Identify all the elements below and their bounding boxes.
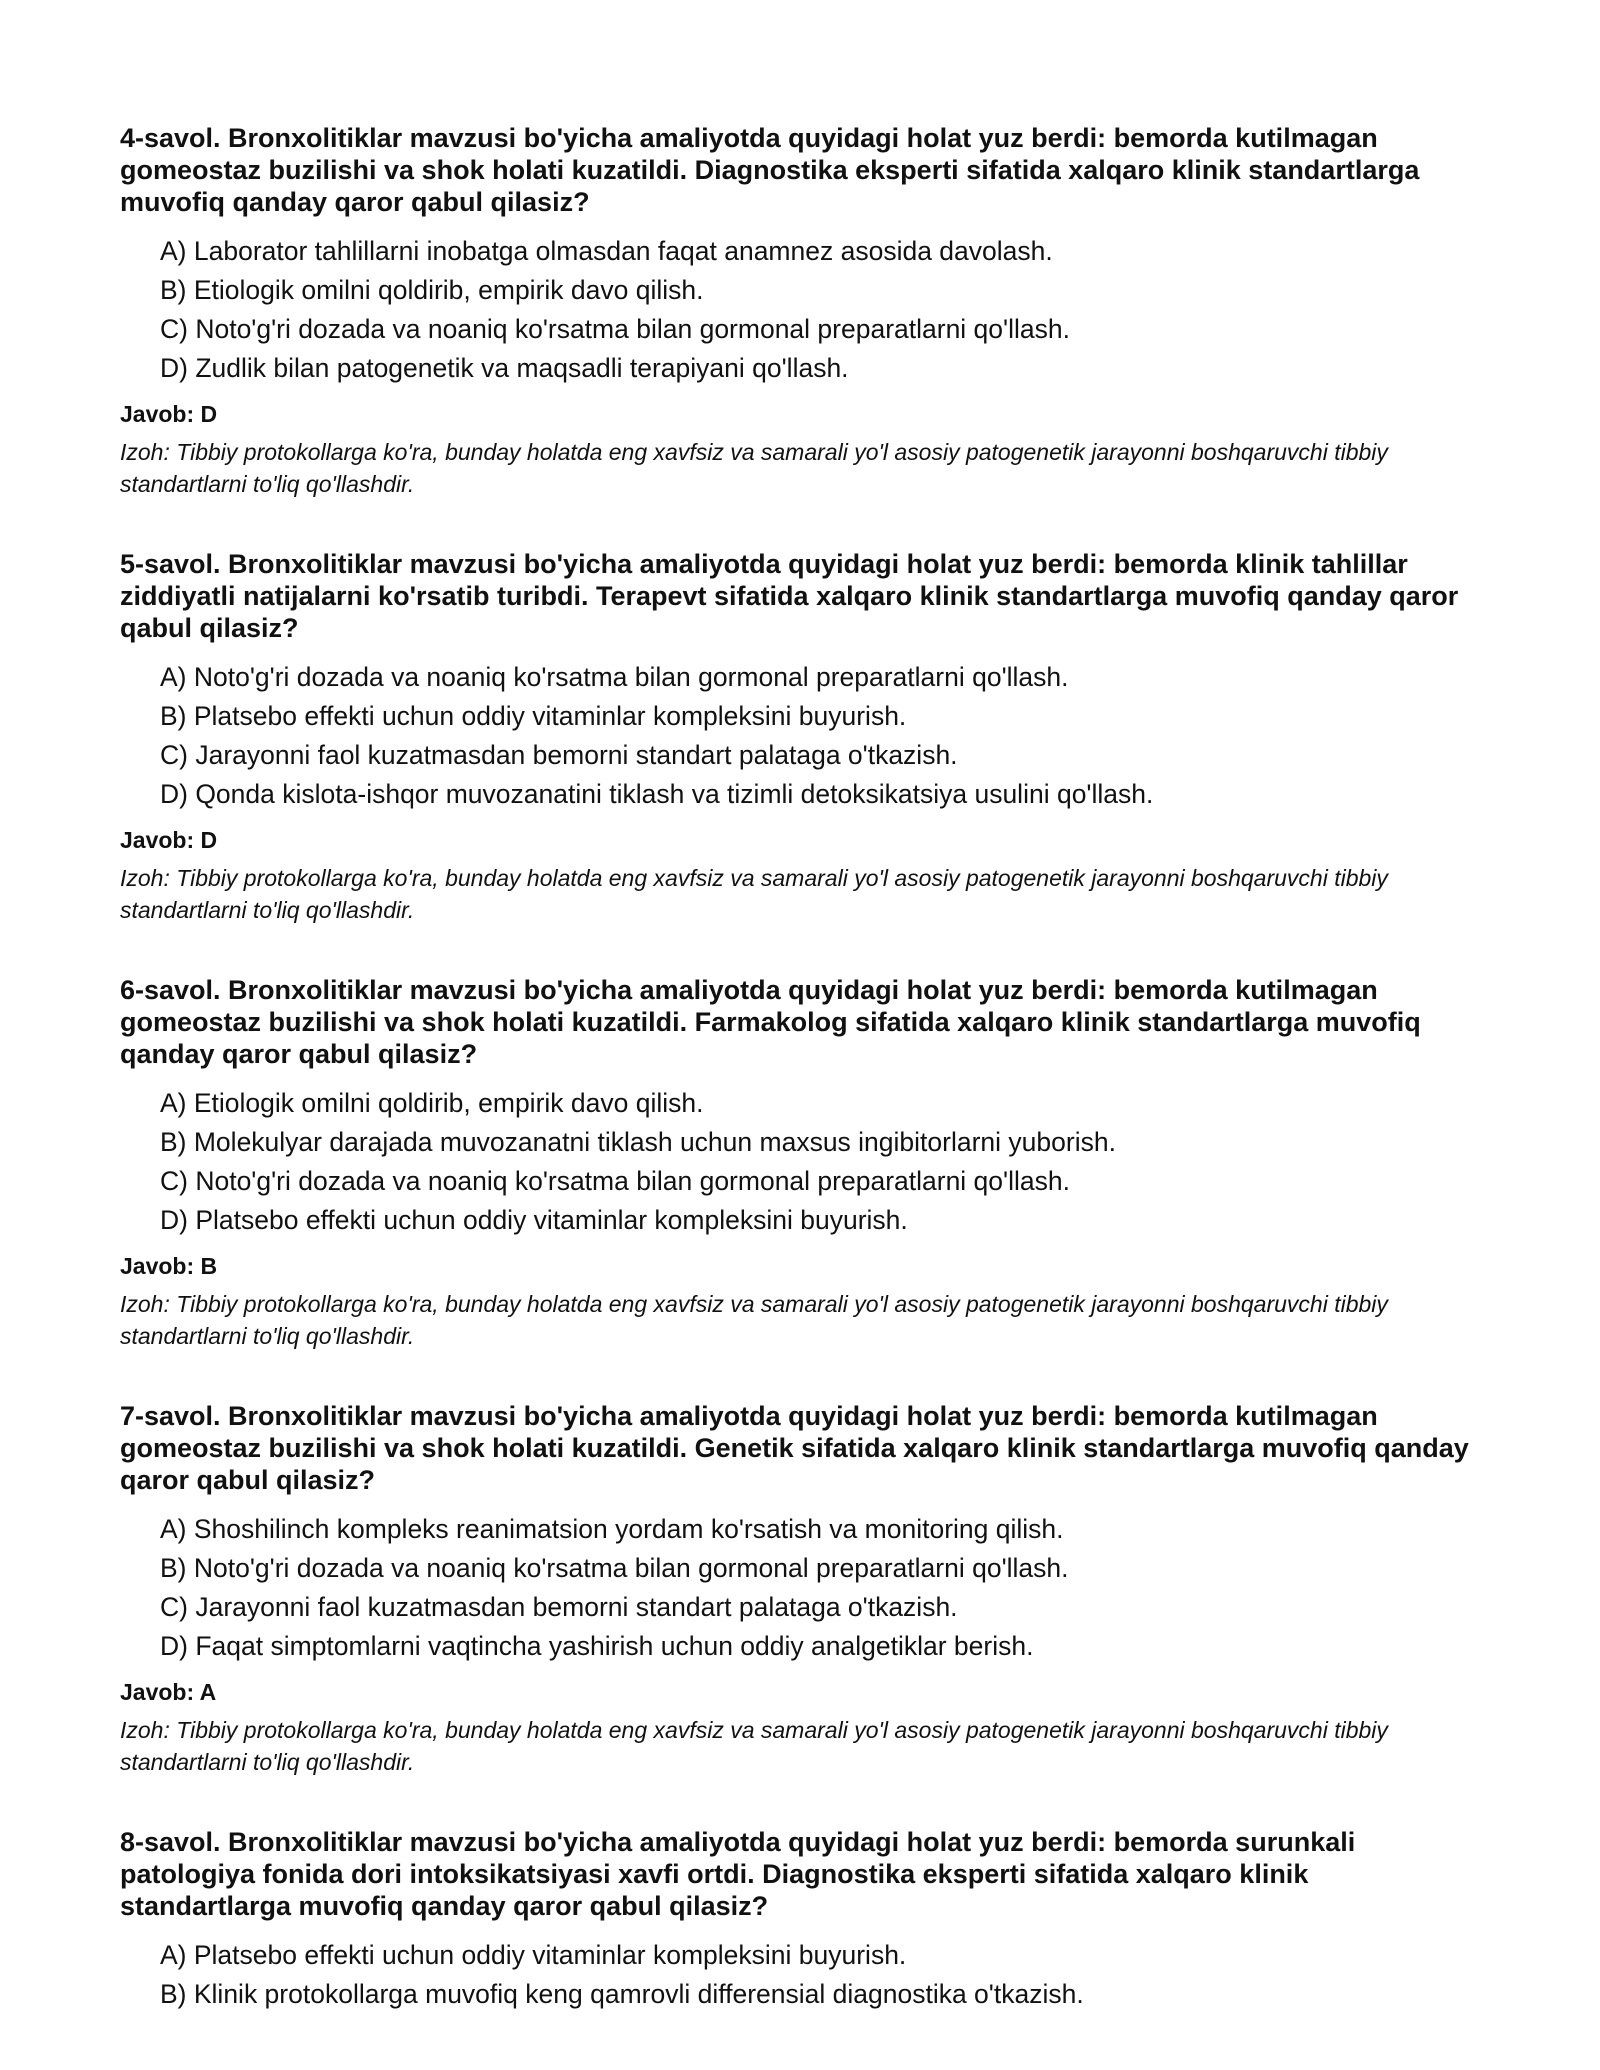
option-a: A) Noto'g'ri dozada va noaniq ko'rsatma bilan gormonal preparatlarni qo'llash.: [160, 662, 1069, 692]
option-c: C) Jarayonni faol kuzatmasdan bemorni standart palataga o'tkazish.: [160, 740, 958, 770]
option-d: D) Platsebo effekti uchun oddiy vitaminlar kompleksini buyurish.: [160, 1205, 908, 1235]
answer-label: Javob: D: [120, 827, 218, 853]
option-a: A) Etiologik omilni qoldirib, empirik davo qilish.: [160, 1088, 704, 1118]
option-c: C) Noto'g'ri dozada va noaniq ko'rsatma bilan gormonal preparatlarni qo'llash.: [160, 314, 1070, 344]
question-title: 4-savol. Bronxolitiklar mavzusi bo'yicha amaliyotda quyidagi holat yuz berdi: bemorda kutilmagan gomeostaz buzilishi va shok holati kuzatildi. Diagnostika eksperti sifatida xalqaro klinik standartlarga muvofiq qanday qaror qabul qilasiz?: [120, 123, 1420, 217]
option-b: B) Platsebo effekti uchun oddiy vitaminlar kompleksini buyurish.: [160, 701, 907, 731]
answer-label: Javob: D: [120, 401, 218, 427]
option-c: C) Noto'g'ri dozada va noaniq ko'rsatma bilan gormonal preparatlarni qo'llash.: [160, 1166, 1070, 1196]
question-8: [120, 1826, 1480, 2014]
answer-label: Javob: B: [120, 1253, 218, 1279]
option-b: B) Molekulyar darajada muvozanatni tiklash uchun maxsus ingibitorlarni yuborish.: [160, 1127, 1116, 1157]
option-d: D) Faqat simptomlarni vaqtincha yashirish uchun oddiy analgetiklar berish.: [160, 1631, 1034, 1661]
option-a: A) Platsebo effekti uchun oddiy vitaminlar kompleksini buyurish.: [160, 1940, 907, 1970]
question-title: 6-savol. Bronxolitiklar mavzusi bo'yicha amaliyotda quyidagi holat yuz berdi: bemorda kutilmagan gomeostaz buzilishi va shok holati kuzatildi. Farmakolog sifatida xalqaro klinik standartlarga muvofiq qanday qaror qabul qilasiz?: [120, 975, 1421, 1069]
answer-options: [120, 658, 1480, 814]
answer-options: [120, 1084, 1480, 1240]
explanation-text: Izoh: Tibbiy protokollarga ko'ra, bunday holatda eng xavfsiz va samarali yo'l asosiy patogenetik jarayonni boshqaruvchi tibbiy standartlarni to'liq qo'llashdir.: [120, 865, 1388, 923]
option-c: C) Jarayonni faol kuzatmasdan bemorni standart palataga o'tkazish.: [160, 1592, 958, 1622]
option-d: D) Qonda kislota-ishqor muvozanatini tiklash va tizimli detoksikatsiya usulini qo'llash.: [160, 779, 1154, 809]
option-b: B) Etiologik omilni qoldirib, empirik davo qilish.: [160, 275, 704, 305]
answer-label: Javob: A: [120, 1679, 217, 1705]
explanation-text: Izoh: Tibbiy protokollarga ko'ra, bunday holatda eng xavfsiz va samarali yo'l asosiy patogenetik jarayonni boshqaruvchi tibbiy standartlarni to'liq qo'llashdir.: [120, 439, 1388, 497]
question-title: 7-savol. Bronxolitiklar mavzusi bo'yicha amaliyotda quyidagi holat yuz berdi: bemorda kutilmagan gomeostaz buzilishi va shok holati kuzatildi. Genetik sifatida xalqaro klinik standartlarga muvofiq qanday qaror qabul qilasiz?: [120, 1401, 1469, 1495]
option-d: D) Zudlik bilan patogenetik va maqsadli terapiyani qo'llash.: [160, 353, 849, 383]
question-4: [120, 122, 1480, 500]
option-a: A) Shoshilinch kompleks reanimatsion yordam ko'rsatish va monitoring qilish.: [160, 1514, 1064, 1544]
question-7: [120, 1400, 1480, 1778]
answer-options: [120, 232, 1480, 388]
explanation-text: Izoh: Tibbiy protokollarga ko'ra, bunday holatda eng xavfsiz va samarali yo'l asosiy patogenetik jarayonni boshqaruvchi tibbiy standartlarni to'liq qo'llashdir.: [120, 1291, 1388, 1349]
explanation-text: Izoh: Tibbiy protokollarga ko'ra, bunday holatda eng xavfsiz va samarali yo'l asosiy patogenetik jarayonni boshqaruvchi tibbiy standartlarni to'liq qo'llashdir.: [120, 1717, 1388, 1775]
question-5: [120, 548, 1480, 926]
question-6: [120, 974, 1480, 1352]
option-a: A) Laborator tahlillarni inobatga olmasdan faqat anamnez asosida davolash.: [160, 236, 1053, 266]
question-title: 8-savol. Bronxolitiklar mavzusi bo'yicha amaliyotda quyidagi holat yuz berdi: bemorda surunkali patologiya fonida dori intoksikatsiyasi xavfi ortdi. Diagnostika eksperti sifatida xalqaro klinik standartlarga muvofiq qanday qaror qabul qilasiz?: [120, 1827, 1356, 1921]
question-title: 5-savol. Bronxolitiklar mavzusi bo'yicha amaliyotda quyidagi holat yuz berdi: bemorda klinik tahlillar ziddiyatli natijalarni ko'rsatib turibdi. Terapevt sifatida xalqaro klinik standartlarga muvofiq qanday qaror qabul qilasiz?: [120, 549, 1459, 643]
answer-options: [120, 1936, 1480, 2014]
option-b: B) Noto'g'ri dozada va noaniq ko'rsatma bilan gormonal preparatlarni qo'llash.: [160, 1553, 1069, 1583]
option-b: B) Klinik protokollarga muvofiq keng qamrovli differensial diagnostika o'tkazish.: [160, 1979, 1084, 2009]
answer-options: [120, 1510, 1480, 1666]
